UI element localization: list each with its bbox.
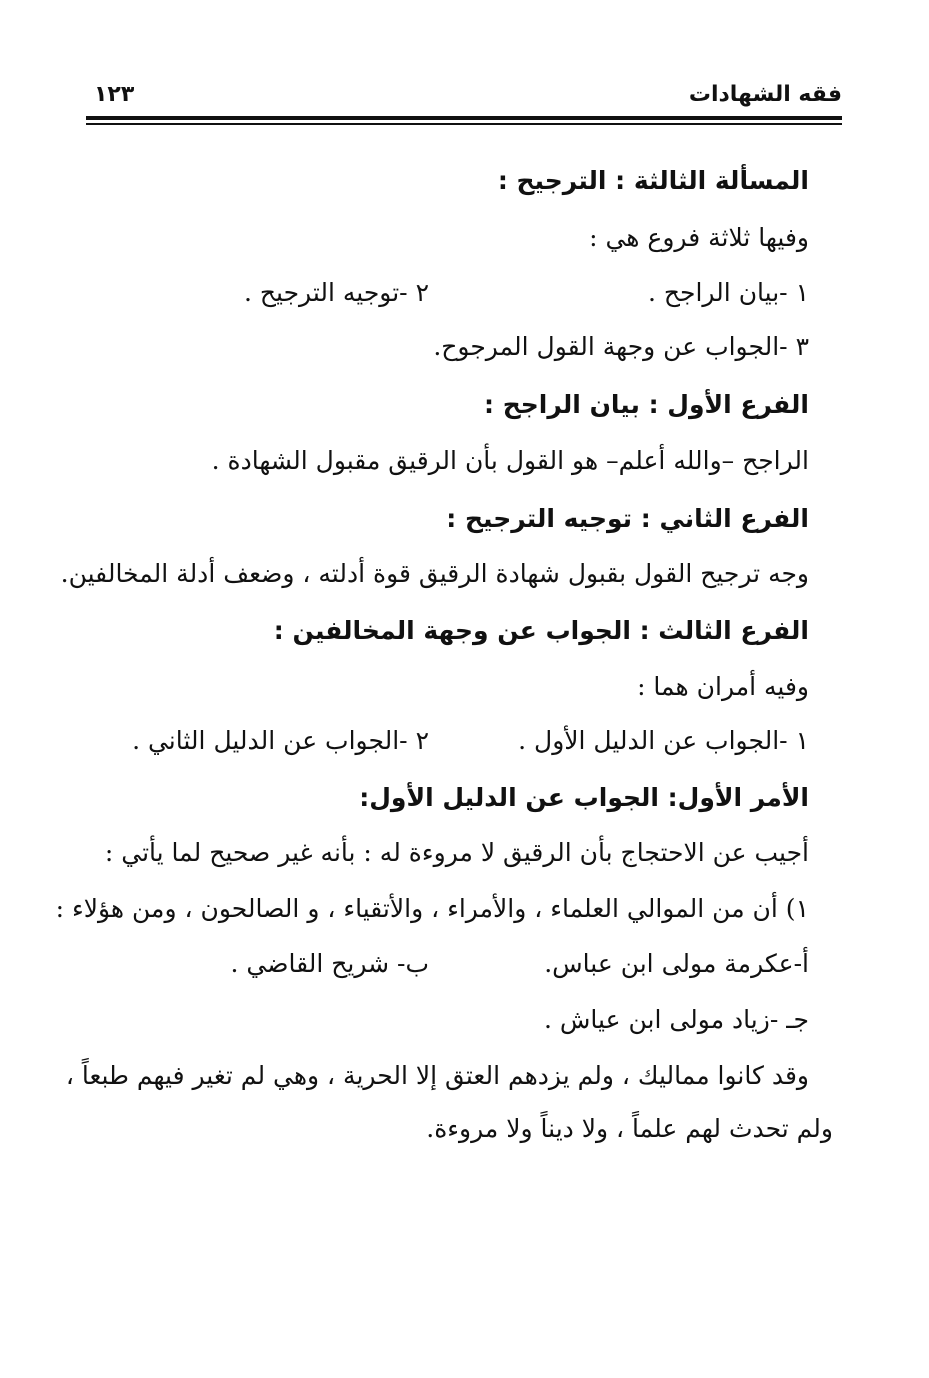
branch3-item-1: ١ -الجواب عن الدليل الأول .: [518, 726, 809, 755]
example-c: جـ -زياد مولى ابن عياش .: [544, 1005, 809, 1034]
header-rule-thick: [86, 116, 842, 120]
running-header: [86, 82, 842, 114]
issue-intro: وفيها ثلاثة فروع هي :: [589, 223, 809, 252]
closing-line-1: وقد كانوا مماليك ، ولم يزدهم العتق إلا الحرية ، وهي لم تغير فيهم طبعاً ،: [65, 1061, 809, 1090]
matter1-heading: الأمر الأول: الجواب عن الدليل الأول:: [359, 783, 809, 812]
closing-line-2: ولم تحدث لهم علماً ، ولا ديناً ولا مروءة.: [426, 1114, 833, 1143]
point-1: ١) أن من الموالي العلماء ، والأمراء ، والأتقياء ، و الصالحون ، ومن هؤلاء :: [55, 894, 809, 923]
branch2-heading: الفرع الثاني : توجيه الترجيح :: [446, 504, 809, 533]
matter1-paragraph: أجيب عن الاحتجاج بأن الرقيق لا مروءة له : بأنه غير صحيح لما يأتي :: [104, 838, 809, 867]
header-rule-thin: [86, 123, 842, 125]
branch3-item-2: ٢ -الجواب عن الدليل الثاني .: [132, 726, 429, 755]
running-header-title: فقه الشهادات: [688, 82, 842, 107]
list-item-1: ١ -بيان الراجح .: [647, 278, 809, 307]
example-b: ب- شريح القاضي .: [230, 949, 429, 978]
branch1-heading: الفرع الأول : بيان الراجح :: [484, 390, 809, 419]
branch3-paragraph: وفيه أمران هما :: [637, 672, 809, 701]
example-a: أ-عكرمة مولى ابن عباس.: [544, 949, 809, 978]
branch3-heading: الفرع الثالث : الجواب عن وجهة المخالفين :: [273, 616, 809, 645]
list-item-3: ٣ -الجواب عن وجهة القول المرجوح.: [433, 332, 809, 361]
issue-heading: المسألة الثالثة : الترجيح :: [497, 166, 809, 195]
branch1-paragraph: الراجح –والله أعلم– هو القول بأن الرقيق مقبول الشهادة .: [211, 446, 809, 475]
page-number: ١٢٣: [94, 82, 135, 107]
list-item-2: ٢ -توجيه الترجيح .: [244, 278, 429, 307]
branch2-paragraph: وجه ترجيح القول بقبول شهادة الرقيق قوة أدلته ، وضعف أدلة المخالفين.: [60, 559, 809, 588]
